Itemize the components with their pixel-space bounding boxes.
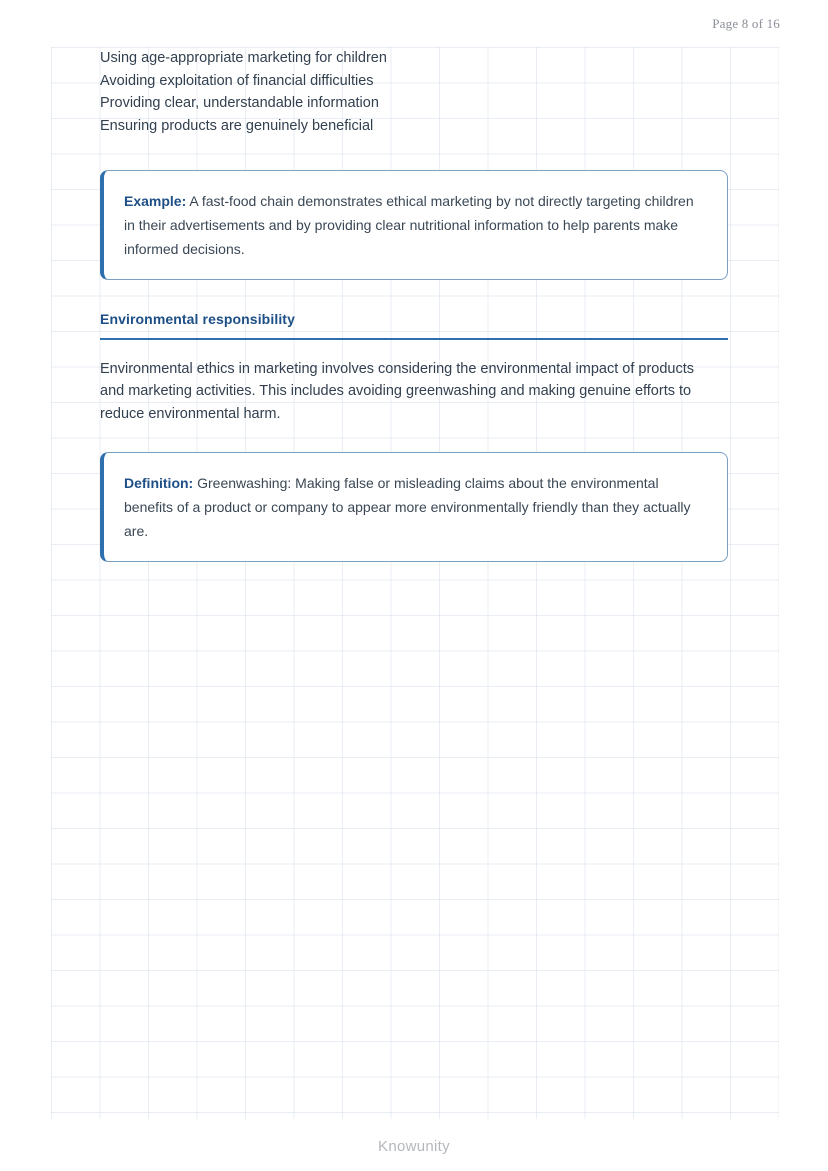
- section-paragraph: Environmental ethics in marketing involves considering the environmental impact of products and marketing activities. This includes avoiding greenwashing and making genuine efforts to reduce environmental harm.: [100, 360, 694, 422]
- example-callout-text: [124, 189, 705, 261]
- definition-callout: [100, 452, 728, 562]
- page-content: [100, 47, 728, 562]
- list-item: Avoiding exploitation of financial difficulties: [100, 72, 374, 89]
- example-callout: [100, 170, 728, 280]
- list-item: Providing clear, understandable information: [100, 95, 379, 111]
- list-item: Ensuring products are genuinely beneficial: [100, 117, 374, 134]
- page-indicator: Page 8 of 16: [712, 16, 780, 31]
- definition-callout-body: Greenwashing: Making false or misleading claims about the environmental benefits of a product or company to appear more environmentally friendly than they actually are.: [124, 475, 691, 539]
- section-heading-environmental-responsibility: Environmental responsibility: [100, 311, 295, 327]
- definition-callout-text: [124, 471, 705, 543]
- definition-callout-label: Definition:: [124, 475, 194, 491]
- footer-brand: Knowunity: [378, 1138, 450, 1155]
- section-divider: [100, 338, 728, 340]
- example-callout-body: A fast-food chain demonstrates ethical marketing by not directly targeting children in their advertisements and by providing clear nutritional information to help parents make informed decisions.: [124, 193, 694, 257]
- example-callout-label: Example:: [124, 193, 187, 209]
- ethical-marketing-bullet-list: [100, 47, 728, 137]
- list-item: Using age-appropriate marketing for children: [100, 50, 387, 66]
